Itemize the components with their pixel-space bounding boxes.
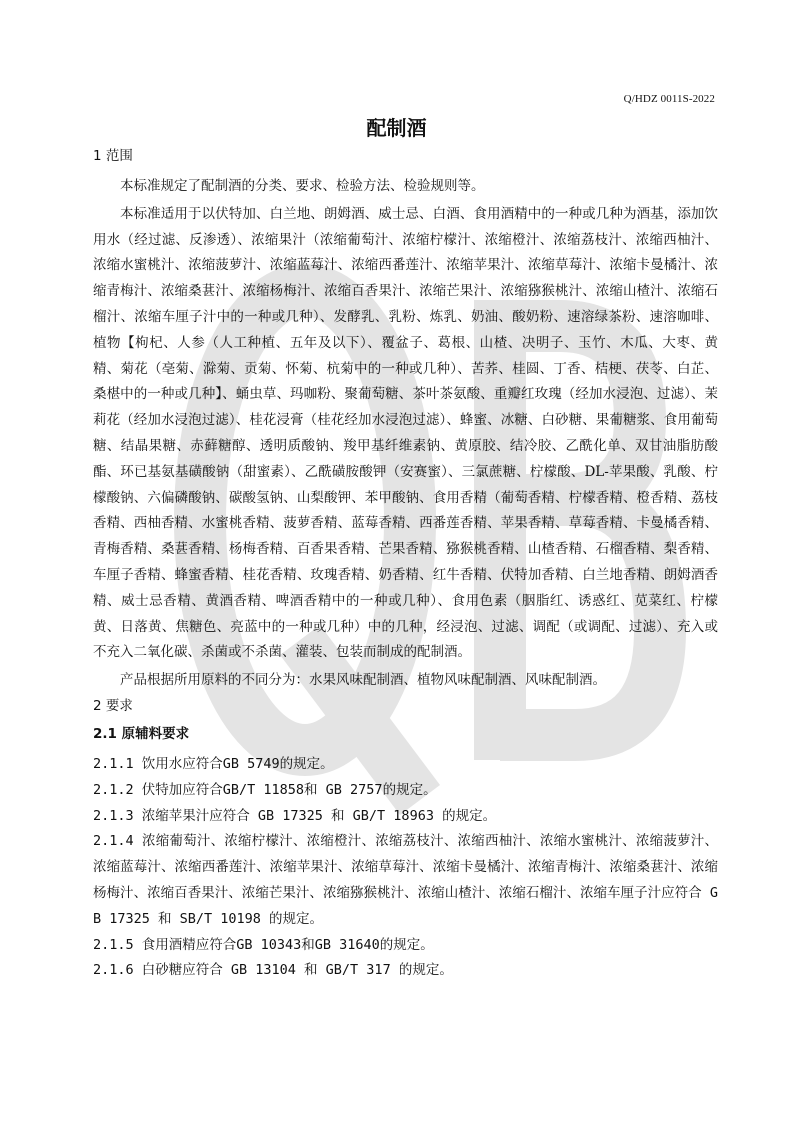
section-heading-scope: 1 范围 (93, 148, 133, 164)
paragraph-scope-applicability: 本标准适用于以伏特加、白兰地、朗姆酒、威士忌、白酒、食用酒精中的一种或几种为酒基，添加饮用水（经过滤、反渗透）、浓缩果汁（浓缩葡萄汁、浓缩柠檬汁、浓缩橙汁、浓缩荔枝汁、浓缩西柚汁、浓缩水蜜桃汁、浓缩菠萝汁、浓缩蓝莓汁、浓缩西番莲汁、浓缩苹果汁、浓缩草莓汁、浓缩卡曼橘汁、浓缩青梅汁、浓缩桑葚汁、浓缩杨梅汁、浓缩百香果汁、浓缩芒果汁、浓缩猕猴桃汁、浓缩山楂汁、浓缩石榴汁、浓缩车厘子汁中的一种或几种）、发酵乳、乳粉、炼乳、奶油、酸奶粉、速溶绿茶粉、速溶咖啡、植物【枸杞、人参（人工种植、五年及以下）、覆盆子、葛根、山楂、决明子、玉竹、木瓜、大枣、黄精、菊花（亳菊、滁菊、贡菊、怀菊、杭菊中的一种或几种）、苦荞、桂圆、丁香、桔梗、茯苓、白芷、桑椹中的一种或几种】、蛹虫草、玛咖粉、聚葡萄糖、茶叶茶氨酸、重瓣红玫瑰（经加水浸泡、过滤）、茉莉花（经加水浸泡过滤）、桂花浸膏（桂花经加水浸泡过滤）、蜂蜜、冰糖、白砂糖、果葡糖浆、食用葡萄糖、结晶果糖、赤藓糖醇、透明质酸钠、羧甲基纤维素钠、黄原胶、结冷胶、乙酰化单、双甘油脂肪酸酯、环已基氨基磺酸钠（甜蜜素）、乙酰磺胺酸钾（安赛蜜）、三氯蔗糖、柠檬酸、DL-苹果酸、乳酸、柠檬酸钠、六偏磷酸钠、碳酸氢钠、山梨酸钾、苯甲酸钠、食用香精（葡萄香精、柠檬香精、橙香精、荔枝香精、西柚香精、水蜜桃香精、菠萝香精、蓝莓香精、西番莲香精、苹果香精、草莓香精、卡曼橘香精、青梅香精、桑葚香精、杨梅香精、百香果香精、芒果香精、猕猴桃香精、山楂香精、石榴香精、梨香精、车厘子香精、蜂蜜香精、桂花香精、玫瑰香精、奶香精、红牛香精、伏特加香精、白兰地香精、朗姆酒香精、威士忌香精、黄酒香精、啤酒香精中的一种或几种）、食用色素（胭脂红、诱惑红、苋菜红、柠檬黄、日落黄、焦糖色、亮蓝中的一种或几种）中的几种，经浸泡、过滤、调配（或调配、过滤）、充入或不充入二氧化碳、杀菌或不杀菌、灌装、包装而制成的配制酒。 (93, 205, 718, 661)
clause-2-1-4: 2.1.4 浓缩葡萄汁、浓缩柠檬汁、浓缩橙汁、浓缩荔枝汁、浓缩西柚汁、浓缩水蜜桃汁、浓缩菠萝汁、浓缩蓝莓汁、浓缩西番莲汁、浓缩苹果汁、浓缩草莓汁、浓缩卡曼橘汁、浓缩青梅汁、浓缩桑葚汁、浓缩杨梅汁、浓缩百香果汁、浓缩芒果汁、浓缩猕猴桃汁、浓缩山楂汁、浓缩石榴汁、浓缩车厘子汁应符合 GB 17325 和 SB/T 10198 的规定。 (93, 833, 718, 927)
clause-2-1-5: 2.1.5 食用酒精应符合GB 10343和GB 31640的规定。 (93, 936, 434, 953)
document-code: Q/HDZ 0011S-2022 (623, 93, 715, 105)
section-heading-requirements: 2 要求 (93, 697, 133, 714)
clause-2-1-3: 2.1.3 浓缩苹果汁应符合 GB 17325 和 GB/T 18963 的规定。 (93, 807, 497, 824)
clause-2-1-2: 2.1.2 伏特加应符合GB/T 11858和 GB 2757的规定。 (93, 781, 437, 798)
document-body (93, 146, 718, 984)
clause-2-1-1: 2.1.1 饮用水应符合GB 5749的规定。 (93, 755, 334, 772)
page-title: 配制酒 (366, 116, 427, 140)
paragraph-scope-intro: 本标准规定了配制酒的分类、要求、检验方法、检验规则等。 (120, 178, 485, 194)
clause-2-1-6: 2.1.6 白砂糖应符合 GB 13104 和 GB/T 317 的规定。 (93, 962, 453, 979)
subsection-heading-raw-materials: 2.1 原辅料要求 (93, 725, 190, 742)
paragraph-product-classification: 产品根据所用原料的不同分为：水果风味配制酒、植物风味配制酒、风味配制酒。 (120, 672, 606, 689)
